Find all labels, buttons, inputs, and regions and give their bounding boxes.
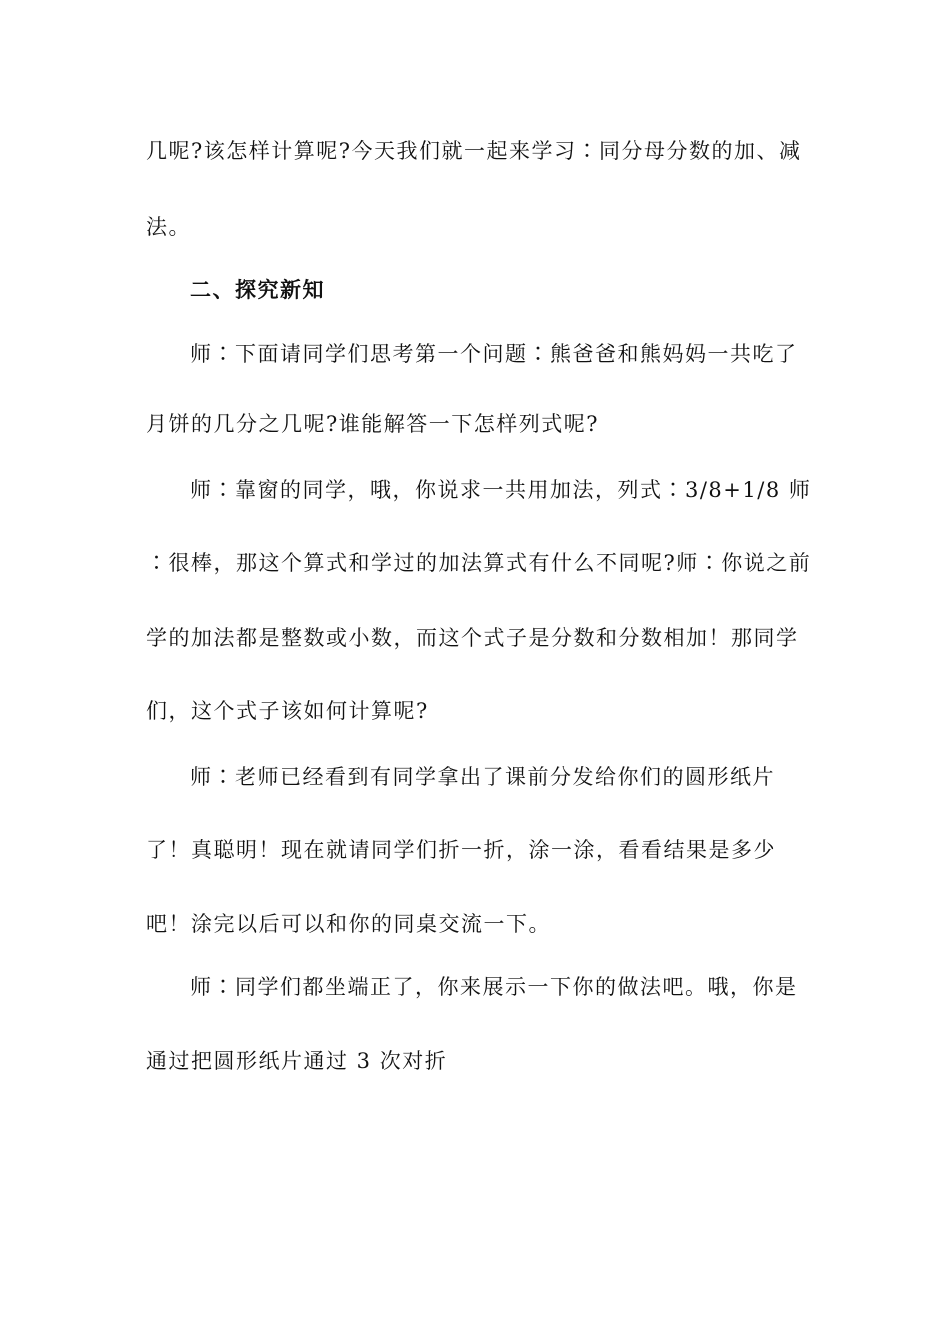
paragraph-line: ∶很棒，那这个算式和学过的加法算式有什么不同呢?师∶你说之前 (146, 551, 812, 575)
paragraph-line: 了！真聪明！现在就请同学们折一折，涂一涂，看看结果是多少 (146, 838, 776, 862)
paragraph-line: 通过把圆形纸片通过 3 次对折 (146, 1049, 448, 1073)
paragraph-line: 月饼的几分之几呢?谁能解答一下怎样列式呢? (146, 412, 600, 436)
paragraph-line: 师∶下面请同学们思考第一个问题∶熊爸爸和熊妈妈一共吃了 (190, 342, 798, 366)
paragraph-line: 师∶老师已经看到有同学拿出了课前分发给你们的圆形纸片 (190, 765, 775, 789)
paragraph-line: 师∶靠窗的同学，哦，你说求一共用加法，列式∶3/8+1/8 师 (190, 478, 812, 502)
section-heading: 二、探究新知 (190, 277, 325, 302)
paragraph-line: 学的加法都是整数或小数，而这个式子是分数和分数相加！那同学 (146, 626, 799, 650)
paragraph-line: 几呢?该怎样计算呢?今天我们就一起来学习∶同分母分数的加、减 (146, 139, 802, 163)
paragraph-line: 吧！涂完以后可以和你的同桌交流一下。 (146, 912, 551, 936)
paragraph-line: 法。 (146, 215, 191, 239)
paragraph-line: 师∶同学们都坐端正了，你来展示一下你的做法吧。哦，你是 (190, 975, 798, 999)
paragraph-line: 们，这个式子该如何计算呢? (146, 699, 429, 723)
